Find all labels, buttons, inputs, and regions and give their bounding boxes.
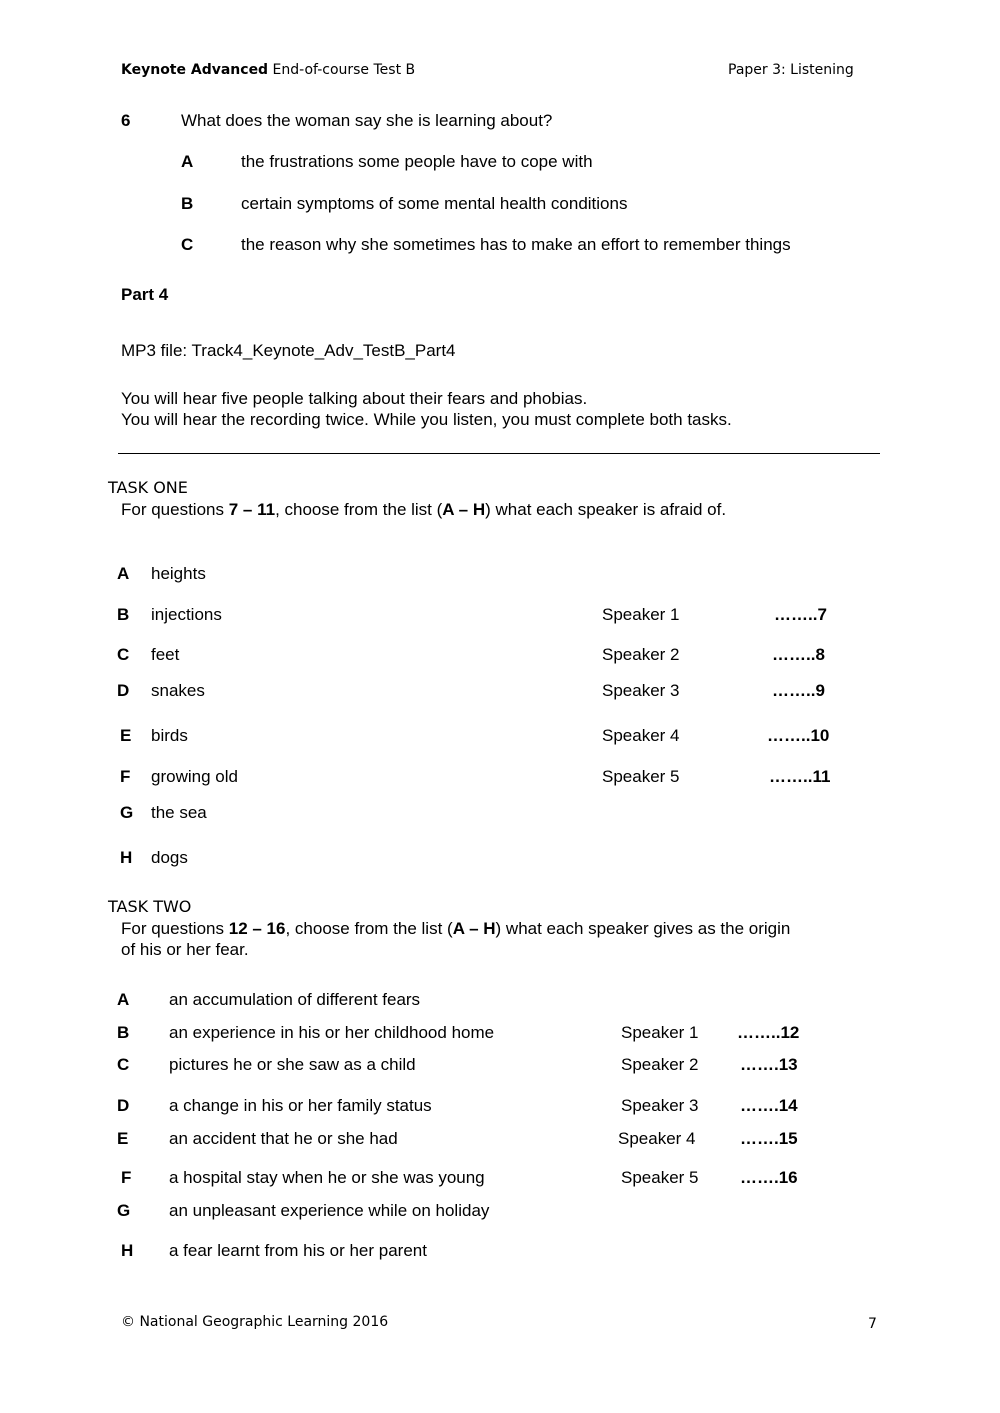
option-letter: G xyxy=(117,1201,131,1220)
option-letter: A xyxy=(117,564,130,583)
divider xyxy=(118,453,880,454)
answer-blank[interactable]: …….16 xyxy=(740,1168,798,1187)
option-letter: H xyxy=(121,1241,134,1260)
speaker-label: Speaker 2 xyxy=(602,645,680,664)
speaker-label: Speaker 1 xyxy=(602,605,680,624)
instr-pre: For questions xyxy=(121,919,229,938)
answer-blank[interactable]: …….13 xyxy=(740,1055,798,1074)
task-one-title: TASK ONE xyxy=(108,478,188,497)
option-letter: B xyxy=(181,194,194,213)
header-brand: Keynote Advanced xyxy=(121,62,269,78)
option-letter: E xyxy=(120,726,132,745)
speaker-label: Speaker 3 xyxy=(602,681,680,700)
option-text: the reason why she sometimes has to make an effort to remember things xyxy=(241,235,791,254)
option-text: injections xyxy=(151,605,222,624)
option-text: the sea xyxy=(151,803,207,822)
question-text: What does the woman say she is learning about? xyxy=(181,111,553,130)
option-text: dogs xyxy=(151,848,188,867)
option-text: an accumulation of different fears xyxy=(169,990,421,1009)
instr-range: 12 – 16 xyxy=(228,919,286,938)
task-two-title: TASK TWO xyxy=(108,897,192,916)
mp3-file: MP3 file: Track4_Keynote_Adv_TestB_Part4 xyxy=(121,341,456,360)
option-letter: A xyxy=(181,152,194,171)
answer-blank[interactable]: ……..10 xyxy=(767,726,830,745)
instr-post: ) what each speaker is afraid of. xyxy=(485,500,727,519)
option-text: birds xyxy=(151,726,188,745)
intro-line-1: You will hear five people talking about their fears and phobias. xyxy=(121,389,588,408)
option-letter: E xyxy=(117,1129,129,1148)
option-letter: F xyxy=(121,1168,132,1187)
option-text: a hospital stay when he or she was young xyxy=(169,1168,485,1187)
part-title: Part 4 xyxy=(121,285,169,304)
header-paper: Paper 3: Listening xyxy=(728,62,854,78)
instr-mid: , choose from the list ( xyxy=(285,919,453,938)
instr-letters: A – H xyxy=(442,500,486,519)
question-number: 6 xyxy=(121,111,131,130)
option-text: pictures he or she saw as a child xyxy=(169,1055,416,1074)
option-text: snakes xyxy=(151,681,205,700)
header-title xyxy=(121,62,415,78)
option-text: growing old xyxy=(151,767,238,786)
option-text: a change in his or her family status xyxy=(169,1096,432,1115)
option-letter: B xyxy=(117,605,130,624)
instr-letters: A – H xyxy=(452,919,496,938)
option-letter: D xyxy=(117,1096,130,1115)
speaker-label: Speaker 4 xyxy=(602,726,680,745)
option-letter: C xyxy=(117,1055,130,1074)
header-test: End-of-course Test B xyxy=(272,62,416,78)
answer-blank[interactable]: ……..9 xyxy=(772,681,825,700)
page-number: 7 xyxy=(868,1316,877,1332)
speaker-label: Speaker 3 xyxy=(621,1096,699,1115)
answer-blank[interactable]: ……..12 xyxy=(737,1023,800,1042)
option-letter: D xyxy=(117,681,130,700)
option-text: certain symptoms of some mental health conditions xyxy=(241,194,628,213)
option-text: an experience in his or her childhood home xyxy=(169,1023,495,1042)
option-text: the frustrations some people have to cope with xyxy=(241,152,593,171)
option-text: feet xyxy=(151,645,180,664)
answer-blank[interactable]: ……..8 xyxy=(772,645,825,664)
intro-line-2: You will hear the recording twice. While you listen, you must complete both tasks. xyxy=(121,410,732,429)
option-letter: H xyxy=(120,848,133,867)
copyright: © National Geographic Learning 2016 xyxy=(121,1314,389,1330)
instr-post: ) what each speaker gives as the origin xyxy=(495,919,791,938)
task-two-instructions-line-2: of his or her fear. xyxy=(121,940,249,959)
answer-blank[interactable]: ……..7 xyxy=(774,605,827,624)
option-text: an unpleasant experience while on holiday xyxy=(169,1201,490,1220)
speaker-label: Speaker 2 xyxy=(621,1055,699,1074)
instr-mid: , choose from the list ( xyxy=(275,500,443,519)
speaker-label: Speaker 5 xyxy=(621,1168,699,1187)
option-letter: B xyxy=(117,1023,130,1042)
instr-pre: For questions xyxy=(121,500,229,519)
answer-blank[interactable]: ……..11 xyxy=(769,767,831,786)
answer-blank[interactable]: …….14 xyxy=(740,1096,798,1115)
speaker-label: Speaker 1 xyxy=(621,1023,699,1042)
speaker-label: Speaker 5 xyxy=(602,767,680,786)
option-text: an accident that he or she had xyxy=(169,1129,398,1148)
option-letter: G xyxy=(120,803,134,822)
instr-range: 7 – 11 xyxy=(228,500,276,519)
option-letter: C xyxy=(181,235,194,254)
task-one-instructions xyxy=(121,500,726,520)
option-letter: F xyxy=(120,767,131,786)
option-text: heights xyxy=(151,564,206,583)
option-letter: A xyxy=(117,990,130,1009)
option-text: a fear learnt from his or her parent xyxy=(169,1241,427,1260)
answer-blank[interactable]: …….15 xyxy=(740,1129,798,1148)
speaker-label: Speaker 4 xyxy=(618,1129,696,1148)
option-letter: C xyxy=(117,645,130,664)
task-two-instructions xyxy=(121,919,790,939)
